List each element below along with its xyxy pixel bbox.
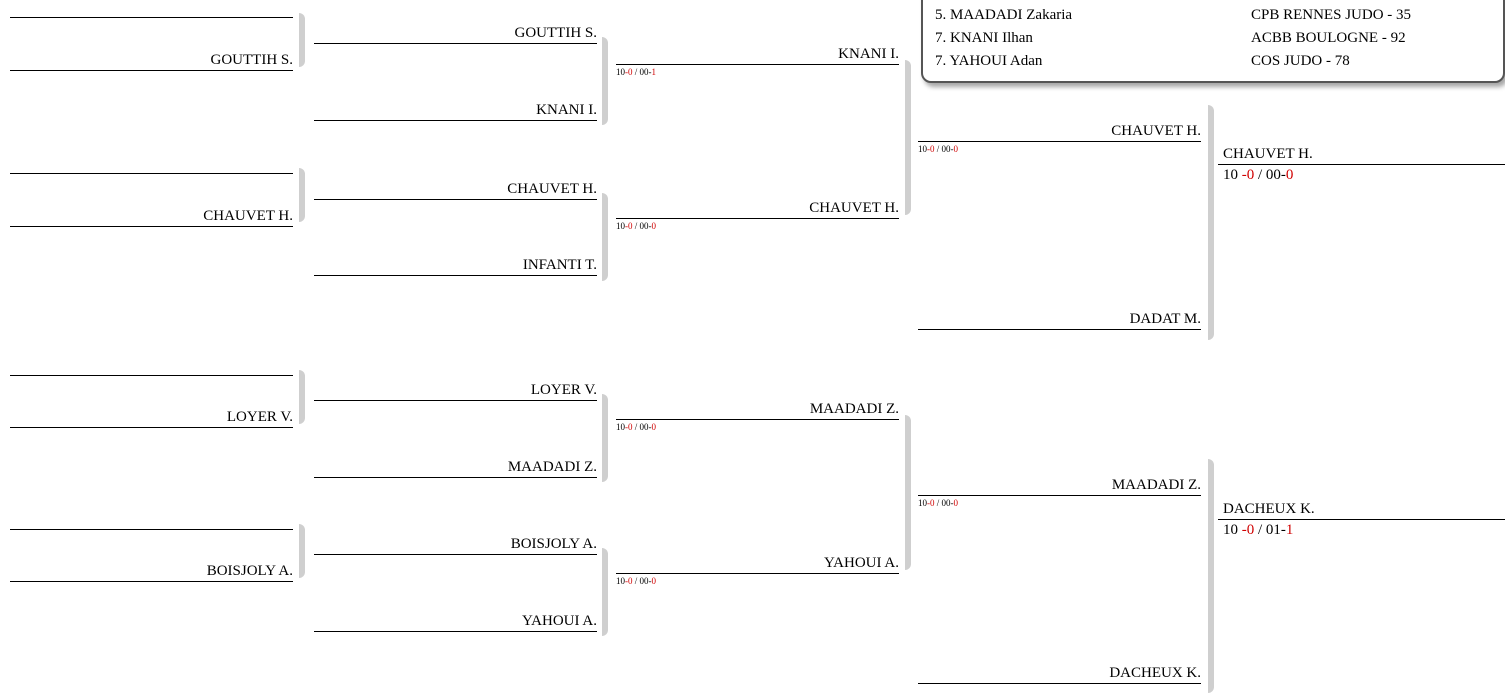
- r2-player-name: BOISJOLY A.: [510, 536, 597, 552]
- results-panel: [921, 0, 1505, 83]
- r1-player-line: [10, 427, 293, 428]
- r3-player-name: YAHOUI A.: [824, 555, 899, 571]
- r5-player-name: DACHEUX K.: [1223, 501, 1315, 517]
- r1-player-line: [10, 70, 293, 71]
- r2-bracket: [602, 548, 608, 636]
- r2-player-line: [314, 477, 597, 478]
- r1-player-name: BOISJOLY A.: [206, 563, 293, 579]
- r1-bracket: [299, 13, 305, 67]
- r1-empty-slot-line: [10, 529, 293, 530]
- r4-player-line: [918, 329, 1201, 330]
- r4-player-name: DACHEUX K.: [1109, 665, 1201, 681]
- r2-player-name: INFANTI T.: [522, 257, 597, 273]
- r2-player-name: MAADADI Z.: [507, 459, 597, 475]
- r1-player-name: LOYER V.: [226, 409, 293, 425]
- result-rank-name: 7. KNANI Ilhan: [935, 30, 1033, 46]
- r2-player-name: KNANI I.: [536, 102, 597, 118]
- r4-player-line: [918, 495, 1201, 496]
- r3-player-name: KNANI I.: [838, 46, 899, 62]
- r2-player-line: [314, 275, 597, 276]
- r3-match-score: 10-0 / 00-0: [616, 422, 656, 432]
- r3-player-name: MAADADI Z.: [809, 401, 899, 417]
- r4-player-name: MAADADI Z.: [1111, 477, 1201, 493]
- r2-player-name: GOUTTIH S.: [514, 25, 597, 41]
- r2-player-name: LOYER V.: [530, 382, 597, 398]
- r2-player-line: [314, 43, 597, 44]
- r2-bracket: [602, 37, 608, 125]
- r5-match-score: 10 -0 / 00-0: [1223, 167, 1294, 183]
- r1-player-line: [10, 226, 293, 227]
- r3-player-line: [616, 64, 899, 65]
- r2-player-name: CHAUVET H.: [507, 181, 597, 197]
- r5-player-name: CHAUVET H.: [1223, 146, 1313, 162]
- r1-player-name: GOUTTIH S.: [210, 52, 293, 68]
- r2-player-line: [314, 400, 597, 401]
- r1-empty-slot-line: [10, 375, 293, 376]
- r1-bracket: [299, 524, 305, 578]
- r2-player-line: [314, 554, 597, 555]
- r3-match-score: 10-0 / 00-0: [616, 576, 656, 586]
- r1-bracket: [299, 370, 305, 424]
- r3-player-name: CHAUVET H.: [809, 200, 899, 216]
- result-club: ACBB BOULOGNE - 92: [1251, 30, 1406, 46]
- r4-bracket: [1208, 459, 1214, 693]
- result-rank-name: 5. MAADADI Zakaria: [935, 7, 1073, 23]
- r1-empty-slot-line: [10, 17, 293, 18]
- r3-player-line: [616, 218, 899, 219]
- r1-bracket: [299, 168, 305, 222]
- r2-player-line: [314, 631, 597, 632]
- r5-player-line: [1218, 164, 1505, 165]
- r4-bracket: [1208, 105, 1214, 340]
- r3-player-line: [616, 419, 899, 420]
- r3-player-line: [616, 573, 899, 574]
- r4-match-score: 10-0 / 00-0: [918, 144, 958, 154]
- r4-match-score: 10-0 / 00-0: [918, 498, 958, 508]
- r4-player-name: CHAUVET H.: [1111, 123, 1201, 139]
- result-club: CPB RENNES JUDO - 35: [1251, 7, 1412, 23]
- r3-bracket: [905, 415, 911, 570]
- result-rank-name: 7. YAHOUI Adan: [935, 53, 1043, 69]
- r5-match-score: 10 -0 / 01-1: [1223, 522, 1294, 538]
- r2-player-line: [314, 199, 597, 200]
- r2-player-name: YAHOUI A.: [522, 613, 597, 629]
- r1-empty-slot-line: [10, 173, 293, 174]
- r2-bracket: [602, 394, 608, 482]
- result-club: COS JUDO - 78: [1251, 53, 1350, 69]
- r4-player-name: DADAT M.: [1129, 311, 1201, 327]
- r4-player-line: [918, 141, 1201, 142]
- r3-bracket: [905, 60, 911, 215]
- r3-match-score: 10-0 / 00-1: [616, 67, 656, 77]
- r4-player-line: [918, 683, 1201, 684]
- r2-bracket: [602, 193, 608, 281]
- r1-player-name: CHAUVET H.: [203, 208, 293, 224]
- r1-player-line: [10, 581, 293, 582]
- r3-match-score: 10-0 / 00-0: [616, 221, 656, 231]
- r5-player-line: [1218, 519, 1505, 520]
- r2-player-line: [314, 120, 597, 121]
